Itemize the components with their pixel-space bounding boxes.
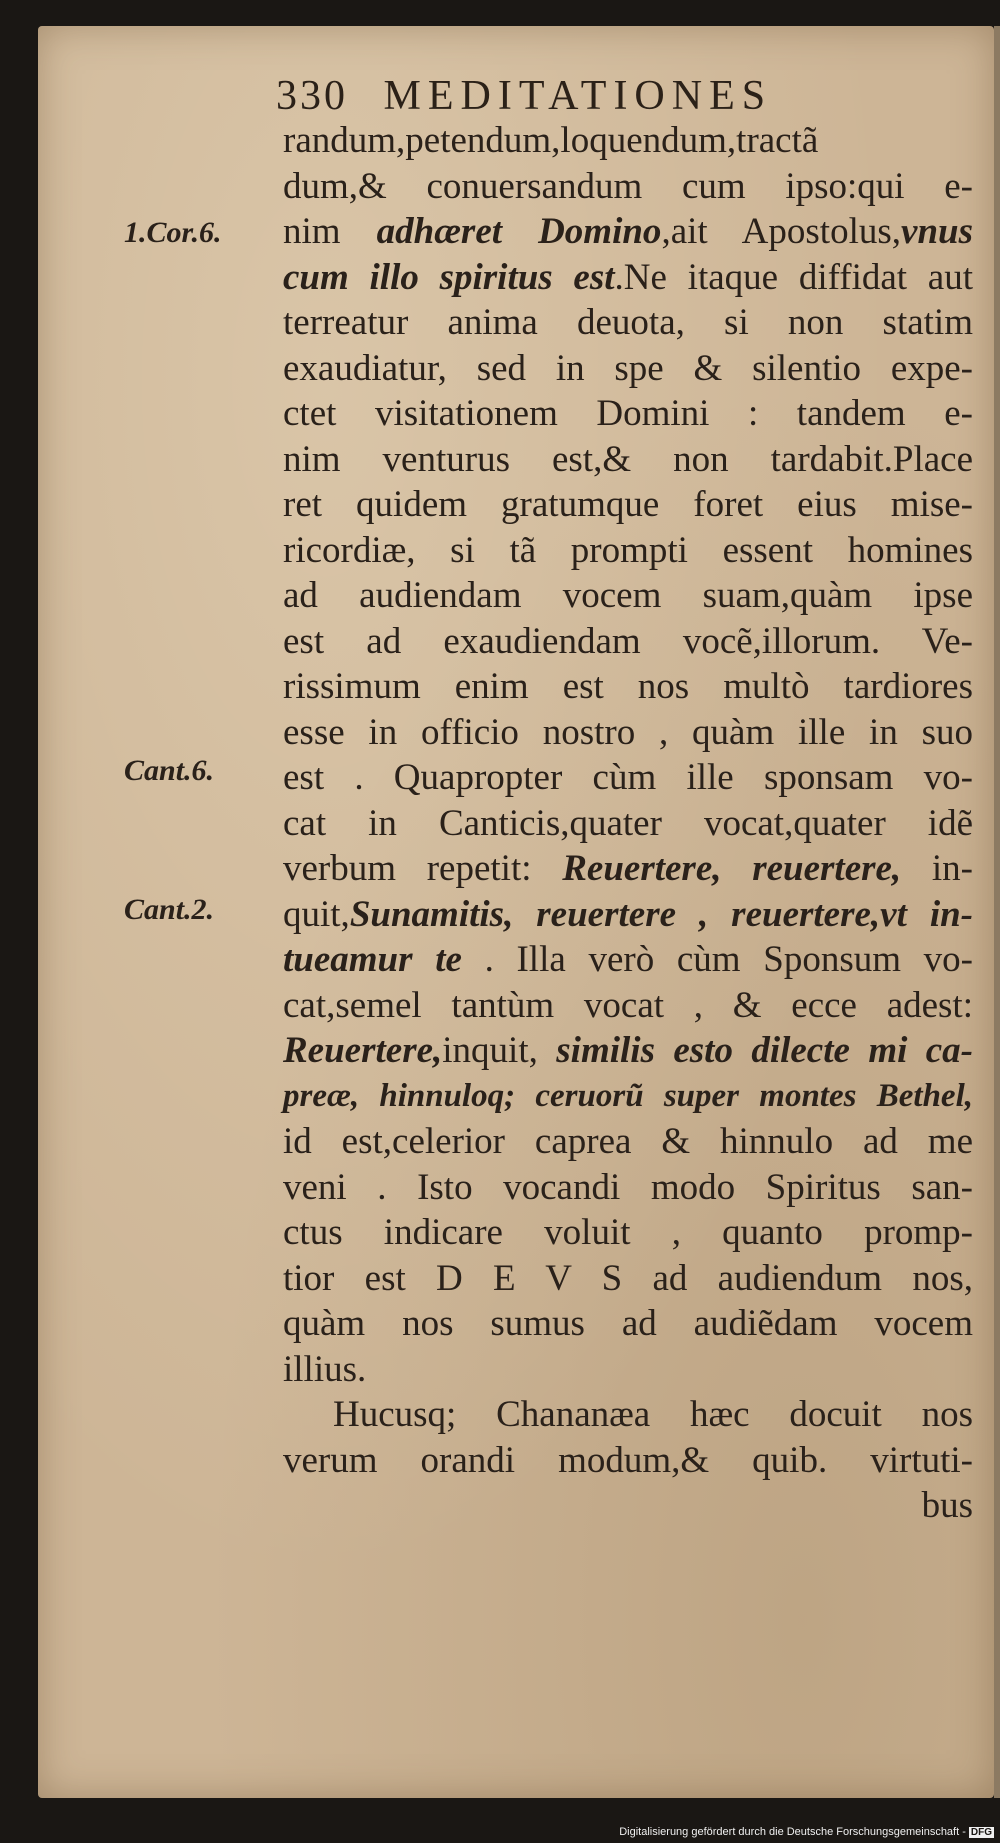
text-line: dum,& conuersandum cum ipso:qui e- [283,165,973,207]
digitization-credit [619,1826,994,1838]
text-line: ctus indicare voluit , quanto promp- [283,1212,973,1253]
text-line: illius. [283,1348,367,1390]
credit-text: Digitalisierung gefördert durch die Deutsche Forschungsgemeinschaft - [619,1826,966,1838]
page-header-title: MEDITATIONES [383,73,773,119]
text-line: preæ, hinnuloq; ceruorũ super montes Bethel, [283,1077,973,1114]
margin-note: Cant.6. [124,754,215,787]
text-line: cum illo spiritus est.Ne itaque diffidat aut [283,256,973,298]
text-line: terreatur anima deuota, si non statim [283,302,973,343]
text-line: tior est D E V S ad audiendum nos, [283,1257,973,1299]
text-line: quàm nos sumus ad audiẽdam vocem [283,1303,973,1344]
text-line: est ad exaudiendam vocẽ,illorum. Ve- [283,620,973,662]
running-head [276,72,772,120]
text-line: cat in Canticis,quater vocat,quater idẽ [283,802,973,844]
text-line: verbum repetit: Reuertere, reuertere, in- [283,848,973,889]
text-line: id est,celerior caprea & hinnulo ad me [283,1121,973,1162]
margin-note: Cant.2. [124,893,215,926]
margin-note: 1.Cor.6. [124,216,222,249]
text-line: ricordiæ, si tã prompti essent homines [283,529,973,571]
text-line: Reuertere,inquit, similis esto dilecte mi ca- [283,1030,973,1071]
text-line: exaudiatur, sed in spe & silentio expe- [283,347,973,389]
text-line: ad audiendam vocem suam,quàm ipse [283,575,973,616]
page-number: 330 [276,73,348,119]
text-line: Hucusq; Chananæa hæc docuit nos [333,1394,973,1435]
text-line: tueamur te . Illa verò cùm Sponsum vo- [283,939,973,980]
text-line: ctet visitationem Domini : tandem e- [283,393,973,434]
text-line: verum orandi modum,& quib. virtuti- [283,1439,973,1481]
text-line: quit,Sunamitis, reuertere , reuertere,vt in- [283,893,973,935]
text-line: ret quidem gratumque foret eius mise- [283,484,973,525]
text-line: randum,petendum,loquendum,tractã [283,120,819,161]
text-line: nim adhæret Domino,ait Apostolus,vnus [283,211,973,252]
dfg-logo: DFG [970,1827,992,1838]
text-line: est . Quapropter cùm ille sponsam vo- [283,757,973,798]
text-line: veni . Isto vocandi modo Spiritus san- [283,1166,973,1208]
page-edge [994,26,1000,1798]
body-text [283,118,973,1529]
text-line: esse in officio nostro , quàm ille in suo [283,711,973,753]
text-line: nim venturus est,& non tardabit.Place [283,438,973,480]
text-line: cat,semel tantùm vocat , & ecce adest: [283,984,973,1026]
catchword: bus [921,1485,973,1526]
text-line: rissimum enim est nos multò tardiores [283,666,973,707]
